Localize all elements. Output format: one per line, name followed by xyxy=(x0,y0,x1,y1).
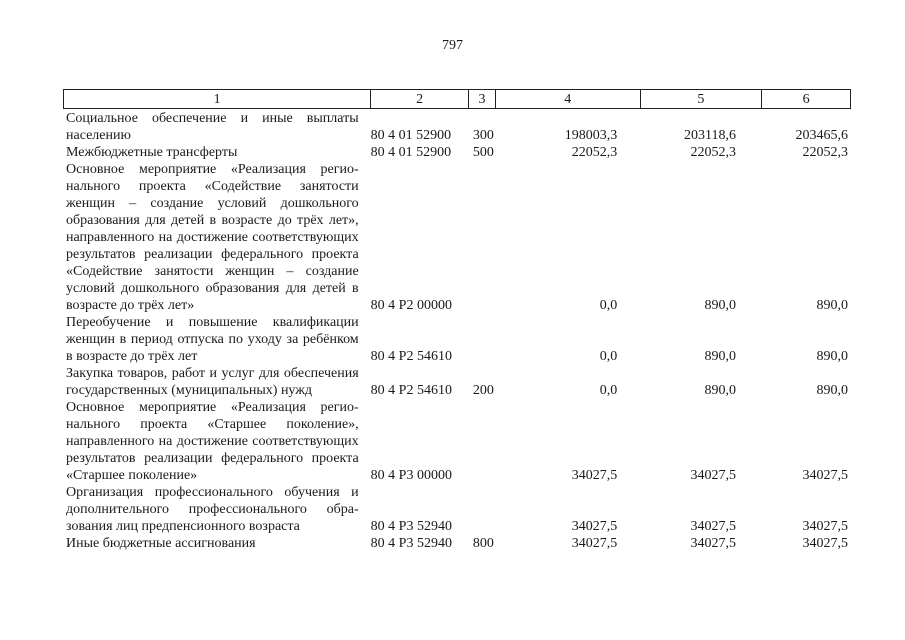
row-value-4: 198003,3 xyxy=(564,128,618,143)
row-value-5: 203118,6 xyxy=(684,128,737,143)
row-code: 80 4 01 52900 xyxy=(370,128,452,143)
row-value-5: 890,0 xyxy=(704,383,737,398)
row-value-5: 34027,5 xyxy=(690,468,737,483)
row-value-5: 890,0 xyxy=(704,298,737,313)
table-header xyxy=(63,89,851,109)
table-row xyxy=(66,365,848,399)
header-col-6: 6 xyxy=(802,92,810,107)
row-code: 80 4 P3 52940 xyxy=(370,536,452,551)
page-number: 797 xyxy=(442,38,463,53)
row-value-6: 34027,5 xyxy=(802,536,848,551)
row-value-5: 22052,3 xyxy=(690,145,737,160)
row-value-4: 0,0 xyxy=(599,349,618,364)
header-col-5: 5 xyxy=(641,90,763,108)
row-name: Социальное обеспечение и иные выплаты населению xyxy=(66,111,359,143)
table-row xyxy=(66,144,848,161)
table-row xyxy=(66,110,848,144)
row-name: Межбюджетные трансферты xyxy=(66,145,238,160)
row-name: Переобучение и повышение квалификации женщин в период отпуска по уходу за ребёнком в возрасте до трёх лет xyxy=(66,315,359,364)
row-value-4: 0,0 xyxy=(599,383,618,398)
row-value-5: 34027,5 xyxy=(690,519,737,534)
header-col-3: 3 xyxy=(469,90,496,108)
header-col-1: 1 xyxy=(64,90,371,108)
row-code: 80 4 P3 00000 xyxy=(370,468,452,483)
table-row xyxy=(66,535,848,552)
row-value-5: 890,0 xyxy=(704,349,737,364)
row-value-6: 890,0 xyxy=(816,383,848,398)
row-kind: 500 xyxy=(472,145,494,160)
row-value-6: 890,0 xyxy=(816,349,848,364)
row-value-4: 34027,5 xyxy=(571,468,618,483)
table-row xyxy=(66,399,848,484)
row-name: Закупка товаров, работ и услуг для обеспечения государственных (муниципальных) нужд xyxy=(66,366,359,398)
row-code: 80 4 P2 54610 xyxy=(370,349,452,364)
table-body xyxy=(66,110,848,552)
table-row xyxy=(66,484,848,535)
row-value-4: 22052,3 xyxy=(571,145,618,160)
row-name: Основное мероприятие «Реализация регионального проекта «Содействие занятости женщин – создание условий дошкольного образования для детей в возрасте до трёх лет», направленного на достижение соответствующих результатов реализации федерального проекта «Содействие занятости женщин – создание условий дошкольного образования для детей в возрасте до трёх лет» xyxy=(66,162,359,313)
row-name: Основное мероприятие «Реализация регионального проекта «Старшее поколение», направленного на достижение соответствующих результатов реализации федерального проекта «Старшее поколение» xyxy=(66,400,359,483)
row-value-4: 0,0 xyxy=(599,298,618,313)
row-value-6: 34027,5 xyxy=(802,468,848,483)
row-value-6: 22052,3 xyxy=(802,145,848,160)
header-col-4: 4 xyxy=(496,90,641,108)
row-kind: 800 xyxy=(472,536,494,551)
row-code: 80 4 01 52900 xyxy=(370,145,452,160)
table-row xyxy=(66,161,848,314)
row-value-4: 34027,5 xyxy=(571,536,618,551)
header-col-2: 2 xyxy=(371,90,469,108)
row-value-6: 203465,6 xyxy=(795,128,848,143)
row-value-6: 34027,5 xyxy=(802,519,848,534)
row-value-4: 34027,5 xyxy=(571,519,618,534)
row-kind: 300 xyxy=(472,128,494,143)
row-code: 80 4 P3 52940 xyxy=(370,519,452,534)
row-value-5: 34027,5 xyxy=(690,536,737,551)
row-value-6: 890,0 xyxy=(816,298,848,313)
table-row xyxy=(66,314,848,365)
row-name: Организация профессионального обучения и дополнительного профессионального образования лиц предпенсионного возраста xyxy=(66,485,359,534)
row-code: 80 4 P2 00000 xyxy=(370,298,452,313)
row-kind: 200 xyxy=(472,383,494,398)
row-code: 80 4 P2 54610 xyxy=(370,383,452,398)
row-name: Иные бюджетные ассигнования xyxy=(66,536,256,551)
